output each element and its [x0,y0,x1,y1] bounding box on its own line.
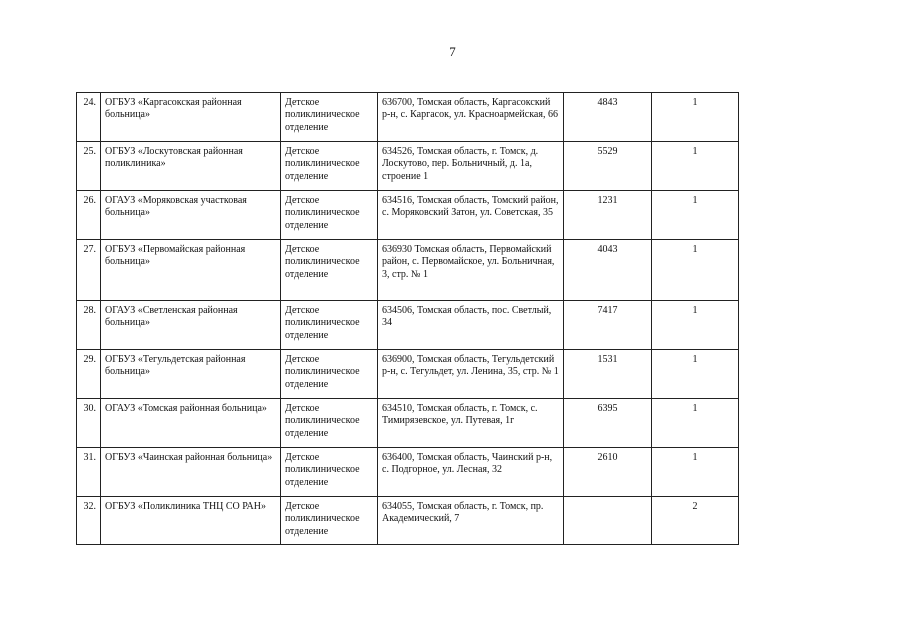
quantity: 1 [652,142,739,191]
address: 634055, Томская область, г. Томск, пр. Академический, 7 [378,497,564,545]
population-count: 7417 [564,301,652,350]
population-count: 1531 [564,350,652,399]
organization-name: ОГБУЗ «Поликлиника ТНЦ СО РАН» [101,497,281,545]
address: 636400, Томская область, Чаинский р-н, с. Подгорное, ул. Лесная, 32 [378,448,564,497]
department-name: Детское поликлиническое отделение [281,142,378,191]
table-row [77,142,739,191]
organization-name: ОГБУЗ «Чаинская районная больница» [101,448,281,497]
page-number: 7 [449,44,456,59]
department-name: Детское поликлиническое отделение [281,240,378,301]
organization-name: ОГБУЗ «Тегульдетская районная больница» [101,350,281,399]
quantity: 1 [652,191,739,240]
address: 634510, Томская область, г. Томск, с. Тимирязевское, ул. Путевая, 1г [378,399,564,448]
quantity: 2 [652,497,739,545]
row-number: 30. [77,399,101,448]
organization-name: ОГБУЗ «Каргасокская районная больница» [101,93,281,142]
department-name: Детское поликлиническое отделение [281,399,378,448]
row-number: 25. [77,142,101,191]
quantity: 1 [652,350,739,399]
row-number: 31. [77,448,101,497]
table-row [77,448,739,497]
quantity: 1 [652,93,739,142]
population-count: 4843 [564,93,652,142]
population-count: 1231 [564,191,652,240]
row-number: 29. [77,350,101,399]
table-row [77,350,739,399]
population-count: 6395 [564,399,652,448]
row-number: 26. [77,191,101,240]
row-number: 28. [77,301,101,350]
table-row [77,240,739,301]
table-row [77,497,739,545]
address: 636900, Томская область, Тегульдетский р-н, с. Тегульдет, ул. Ленина, 35, стр. № 1 [378,350,564,399]
department-name: Детское поликлиническое отделение [281,93,378,142]
department-name: Детское поликлиническое отделение [281,191,378,240]
department-name: Детское поликлиническое отделение [281,301,378,350]
address: 634506, Томская область, пос. Светлый, 34 [378,301,564,350]
department-name: Детское поликлиническое отделение [281,350,378,399]
address: 634516, Томская область, Томский район, с. Моряковский Затон, ул. Советская, 35 [378,191,564,240]
institutions-table-body [77,93,739,545]
institutions-table [76,92,739,545]
address: 636700, Томская область, Каргасокский р-н, с. Каргасок, ул. Красноармейская, 66 [378,93,564,142]
population-count: 4043 [564,240,652,301]
population-count: 5529 [564,142,652,191]
address: 636930 Томская область, Первомайский район, с. Первомайское, ул. Больничная, 3, стр. № 1 [378,240,564,301]
row-number: 24. [77,93,101,142]
address: 634526, Томская область, г. Томск, д. Лоскутово, пер. Больничный, д. 1а, строение 1 [378,142,564,191]
quantity: 1 [652,301,739,350]
organization-name: ОГБУЗ «Первомайская районная больница» [101,240,281,301]
organization-name: ОГБУЗ «Лоскутовская районная поликлиника» [101,142,281,191]
organization-name: ОГАУЗ «Светленская районная больница» [101,301,281,350]
table-row [77,191,739,240]
population-count: 2610 [564,448,652,497]
population-count [564,497,652,545]
department-name: Детское поликлиническое отделение [281,448,378,497]
row-number: 32. [77,497,101,545]
quantity: 1 [652,448,739,497]
quantity: 1 [652,240,739,301]
organization-name: ОГАУЗ «Томская районная больница» [101,399,281,448]
row-number: 27. [77,240,101,301]
department-name: Детское поликлиническое отделение [281,497,378,545]
table-row [77,399,739,448]
organization-name: ОГАУЗ «Моряковская участковая больница» [101,191,281,240]
table-row [77,301,739,350]
table-row [77,93,739,142]
quantity: 1 [652,399,739,448]
